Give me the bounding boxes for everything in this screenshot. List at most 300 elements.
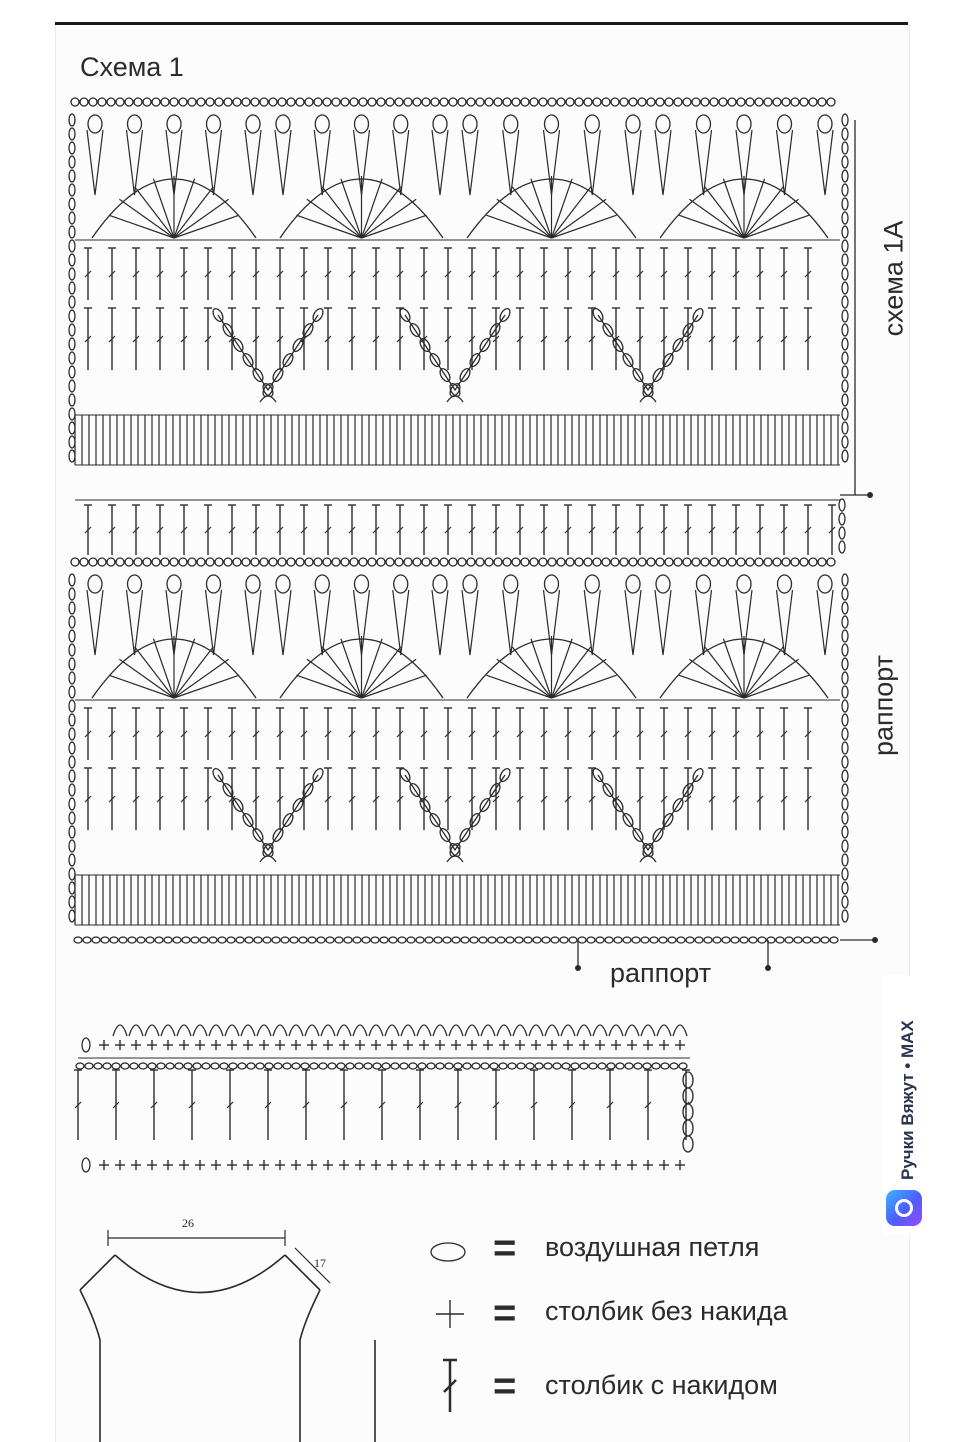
cluster-top xyxy=(626,575,640,593)
picot-mark xyxy=(116,98,124,106)
fan-ray xyxy=(744,187,783,238)
foundation-chain-mark xyxy=(83,937,91,943)
turning-chain-mark xyxy=(842,310,848,322)
cluster-mark xyxy=(503,130,519,195)
chain-stitch-mark xyxy=(82,1158,90,1172)
turning-chain-mark xyxy=(69,226,75,238)
cluster-top xyxy=(276,115,290,133)
picot-mark xyxy=(701,558,709,566)
legend-single-crochet-text: столбик без накида xyxy=(545,1296,788,1326)
turning-chain-mark xyxy=(69,184,75,196)
turning-chain-mark xyxy=(842,282,848,294)
turning-chain-mark xyxy=(842,450,848,462)
cluster-mark xyxy=(393,130,409,195)
picot-mark xyxy=(557,558,565,566)
turning-chain-mark xyxy=(842,588,848,600)
fan-ray xyxy=(307,659,362,698)
foundation-chain-mark xyxy=(596,937,604,943)
picot-mark xyxy=(269,98,277,106)
chain-stitch-mark xyxy=(400,1063,408,1069)
picot-mark xyxy=(584,98,592,106)
foundation-chain-mark xyxy=(605,937,613,943)
turning-chain-mark xyxy=(69,616,75,628)
picot-mark xyxy=(206,98,214,106)
turning-chain-mark xyxy=(69,114,75,126)
picot-arch xyxy=(497,1025,511,1036)
cluster-top xyxy=(128,115,142,133)
foundation-chain-mark xyxy=(668,937,676,943)
foundation-chain-mark xyxy=(551,937,559,943)
fan-ray xyxy=(552,647,591,698)
cluster-top xyxy=(355,575,369,593)
picot-mark xyxy=(152,98,160,106)
picot-mark xyxy=(818,558,826,566)
foundation-chain-mark xyxy=(542,937,550,943)
picot-mark xyxy=(350,558,358,566)
picot-mark xyxy=(404,98,412,106)
picot-mark xyxy=(422,558,430,566)
fan-ray xyxy=(362,675,427,698)
cluster-top xyxy=(207,115,221,133)
fan-ray xyxy=(552,215,617,238)
marker-dot xyxy=(872,937,878,943)
foundation-chain-mark xyxy=(119,937,127,943)
fan-ray xyxy=(744,639,765,698)
chain-stitch-mark xyxy=(247,1063,255,1069)
turning-chain-mark xyxy=(842,658,848,670)
picot-mark xyxy=(89,98,97,106)
turning-chain-mark xyxy=(842,728,848,740)
chain-stitch-mark xyxy=(670,1063,678,1069)
turning-chain-mark xyxy=(842,324,848,336)
picot-mark xyxy=(791,558,799,566)
picot-arch xyxy=(113,1025,127,1036)
turning-chain-mark xyxy=(69,310,75,322)
turning-chain-mark xyxy=(842,184,848,196)
cluster-mark xyxy=(462,590,478,655)
turning-chain-mark xyxy=(842,366,848,378)
picot-mark xyxy=(215,558,223,566)
cluster-top xyxy=(355,115,369,133)
schema-1a-label: схема 1А xyxy=(878,220,909,337)
turning-chain-mark xyxy=(69,840,75,852)
picot-mark xyxy=(80,98,88,106)
chain-stitch-mark xyxy=(355,1063,363,1069)
cluster-top xyxy=(246,115,260,133)
fan-ray xyxy=(322,187,361,238)
foundation-chain-mark xyxy=(173,937,181,943)
cluster-top xyxy=(207,575,221,593)
picot-mark xyxy=(467,558,475,566)
cluster-top xyxy=(88,115,102,133)
picot-arch xyxy=(481,1025,495,1036)
picot-mark xyxy=(323,98,331,106)
cluster-top xyxy=(276,575,290,593)
chain-stitch-mark xyxy=(634,1063,642,1069)
picot-mark xyxy=(629,558,637,566)
fan-ray xyxy=(174,215,239,238)
measure-top: 26 xyxy=(182,1216,194,1230)
fan-ray xyxy=(486,215,551,238)
fan-ray xyxy=(552,199,607,238)
picot-arch xyxy=(577,1025,591,1036)
picot-mark xyxy=(494,558,502,566)
fan-ray xyxy=(135,647,174,698)
turning-chain-mark xyxy=(69,602,75,614)
picot-mark xyxy=(440,558,448,566)
fan-ray xyxy=(362,659,417,698)
marker-dot xyxy=(765,965,771,971)
fan-ray xyxy=(744,179,765,238)
v-chain xyxy=(405,775,505,850)
turning-chain-mark xyxy=(69,658,75,670)
fan-ray xyxy=(341,179,362,238)
turning-chain-mark xyxy=(69,268,75,280)
armhole-line xyxy=(300,1290,320,1442)
picot-mark xyxy=(638,98,646,106)
picot-mark xyxy=(449,558,457,566)
chain-stitch-mark xyxy=(427,1063,435,1069)
fan-ray xyxy=(153,639,174,698)
chart-edging xyxy=(74,1025,693,1172)
turning-chain-mark xyxy=(69,868,75,880)
foundation-chain-mark xyxy=(182,937,190,943)
picot-mark xyxy=(170,558,178,566)
marker-dot xyxy=(575,965,581,971)
picot-mark xyxy=(80,558,88,566)
picot-arch xyxy=(337,1025,351,1036)
picot-mark xyxy=(170,98,178,106)
picot-arch xyxy=(385,1025,399,1036)
turning-chain-mark xyxy=(842,602,848,614)
chain-stitch-mark xyxy=(598,1063,606,1069)
turning-chain-mark xyxy=(842,630,848,642)
picot-mark xyxy=(71,558,79,566)
turning-chain-mark xyxy=(69,826,75,838)
cluster-top xyxy=(737,575,751,593)
turning-chain-mark xyxy=(69,240,75,252)
picot-mark xyxy=(566,558,574,566)
picot-mark xyxy=(476,558,484,566)
cluster-mark xyxy=(777,130,793,195)
chain-stitch-mark xyxy=(82,1038,90,1052)
fan-ray xyxy=(174,199,229,238)
cluster-top xyxy=(585,575,599,593)
cluster-top xyxy=(504,575,518,593)
cluster-mark xyxy=(777,590,793,655)
chain-stitch-mark xyxy=(139,1063,147,1069)
chain-stitch-mark xyxy=(85,1063,93,1069)
chart-rapport xyxy=(69,558,878,971)
picot-mark xyxy=(746,98,754,106)
picot-mark xyxy=(161,558,169,566)
foundation-chain-mark xyxy=(407,937,415,943)
picot-mark xyxy=(755,98,763,106)
measure-shoulder: 17 xyxy=(314,1256,326,1270)
picot-mark xyxy=(197,558,205,566)
legend-chain-stitch-text: воздушная петля xyxy=(545,1232,760,1262)
fan-ray xyxy=(174,675,239,698)
cluster-mark xyxy=(696,130,712,195)
turning-chain-mark xyxy=(683,1136,693,1152)
cluster-mark xyxy=(462,130,478,195)
turning-chain-mark xyxy=(69,798,75,810)
picot-mark xyxy=(323,558,331,566)
picot-mark xyxy=(431,558,439,566)
picot-mark xyxy=(620,558,628,566)
picot-mark xyxy=(773,98,781,106)
picot-mark xyxy=(521,558,529,566)
turning-chain-mark xyxy=(842,114,848,126)
picot-mark xyxy=(143,558,151,566)
picot-mark xyxy=(179,558,187,566)
foundation-chain-mark xyxy=(641,937,649,943)
fan-ray xyxy=(744,659,799,698)
foundation-chain-mark xyxy=(677,937,685,943)
picot-mark xyxy=(656,98,664,106)
picot-mark xyxy=(584,558,592,566)
turning-chain-mark xyxy=(842,422,848,434)
turning-chain-mark xyxy=(842,644,848,656)
picot-arch xyxy=(161,1025,175,1036)
turning-chain-mark xyxy=(69,700,75,712)
foundation-chain-mark xyxy=(137,937,145,943)
foundation-chain-mark xyxy=(155,937,163,943)
cluster-top xyxy=(504,115,518,133)
chain-stitch-mark xyxy=(220,1063,228,1069)
picot-mark xyxy=(422,98,430,106)
picot-mark xyxy=(71,98,79,106)
picot-mark xyxy=(827,558,835,566)
turning-chain-mark xyxy=(69,896,75,908)
chain-stitch-mark xyxy=(238,1063,246,1069)
foundation-chain-mark xyxy=(749,937,757,943)
foundation-chain-mark xyxy=(695,937,703,943)
cluster-mark xyxy=(817,130,833,195)
chain-stitch-mark xyxy=(463,1063,471,1069)
cluster-mark xyxy=(393,590,409,655)
foundation-chain-mark xyxy=(326,937,334,943)
picot-mark xyxy=(773,558,781,566)
turning-chain-mark xyxy=(842,798,848,810)
foundation-chain-mark xyxy=(416,937,424,943)
turning-chain-mark xyxy=(842,142,848,154)
cluster-top xyxy=(585,115,599,133)
picot-mark xyxy=(602,558,610,566)
fan-ray xyxy=(109,215,174,238)
chain-stitch-mark xyxy=(481,1063,489,1069)
picot-mark xyxy=(386,98,394,106)
fan-ray xyxy=(723,179,744,238)
foundation-chain-mark xyxy=(308,937,316,943)
watermark-text: Ручки Вяжут • MAX xyxy=(898,1020,917,1180)
picot-arch xyxy=(257,1025,271,1036)
cluster-mark xyxy=(696,590,712,655)
legend-equals: = xyxy=(493,1226,517,1270)
picot-mark xyxy=(782,98,790,106)
turning-chain-mark xyxy=(69,212,75,224)
foundation-chain-mark xyxy=(344,937,352,943)
picot-mark xyxy=(359,98,367,106)
picot-mark xyxy=(260,558,268,566)
fan-ray xyxy=(552,187,591,238)
picot-mark xyxy=(719,558,727,566)
legend-symbols xyxy=(431,1243,465,1412)
fan-ray xyxy=(174,187,213,238)
cluster-top xyxy=(818,575,832,593)
max-logo-icon[interactable] xyxy=(886,1190,922,1226)
picot-arch xyxy=(625,1025,639,1036)
foundation-chain-mark xyxy=(281,937,289,943)
picot-arch xyxy=(321,1025,335,1036)
turning-chain-mark xyxy=(69,296,75,308)
turning-chain-mark xyxy=(842,770,848,782)
turning-chain-mark xyxy=(69,770,75,782)
foundation-chain-mark xyxy=(731,937,739,943)
turning-chain-mark xyxy=(69,282,75,294)
picot-mark xyxy=(332,558,340,566)
picot-mark xyxy=(512,98,520,106)
fan-ray xyxy=(497,199,552,238)
foundation-chain-mark xyxy=(425,937,433,943)
chain-stitch-mark xyxy=(94,1063,102,1069)
foundation-chain-mark xyxy=(398,937,406,943)
picot-arch xyxy=(641,1025,655,1036)
picot-mark xyxy=(98,98,106,106)
chain-stitch-mark xyxy=(409,1063,417,1069)
picot-mark xyxy=(521,98,529,106)
picot-mark xyxy=(233,558,241,566)
picot-arch xyxy=(465,1025,479,1036)
picot-mark xyxy=(125,558,133,566)
fan-ray xyxy=(744,199,799,238)
picot-mark xyxy=(512,558,520,566)
picot-mark xyxy=(800,98,808,106)
chain-stitch-mark xyxy=(130,1063,138,1069)
fan-ray xyxy=(322,647,361,698)
foundation-chain-mark xyxy=(443,937,451,943)
fan-ray xyxy=(135,187,174,238)
chain-stitch-mark xyxy=(661,1063,669,1069)
picot-mark xyxy=(818,98,826,106)
picot-mark xyxy=(278,98,286,106)
turning-chain-mark xyxy=(69,574,75,586)
fan-ray xyxy=(174,639,195,698)
cluster-top xyxy=(697,575,711,593)
chain-stitch-mark xyxy=(553,1063,561,1069)
picot-mark xyxy=(341,558,349,566)
picot-mark xyxy=(575,558,583,566)
cluster-top xyxy=(463,115,477,133)
chain-stitch-mark xyxy=(652,1063,660,1069)
fan-ray xyxy=(744,647,783,698)
foundation-chain-mark xyxy=(686,937,694,943)
chain-stitch-mark xyxy=(274,1063,282,1069)
picot-mark xyxy=(674,558,682,566)
cluster-top xyxy=(463,575,477,593)
armhole-line xyxy=(80,1290,100,1442)
v-picot xyxy=(260,856,276,862)
cluster-top xyxy=(246,575,260,593)
picot-arch xyxy=(289,1025,303,1036)
foundation-chain-mark xyxy=(533,937,541,943)
chain-stitch-mark xyxy=(391,1063,399,1069)
turning-chain-mark xyxy=(839,541,845,553)
picot-mark xyxy=(701,98,709,106)
foundation-chain-mark xyxy=(380,937,388,943)
foundation-chain-mark xyxy=(209,937,217,943)
turning-chain-mark xyxy=(69,338,75,350)
picot-arch xyxy=(449,1025,463,1036)
cluster-top xyxy=(545,575,559,593)
v-chain xyxy=(218,775,318,850)
turning-chain-mark xyxy=(842,896,848,908)
legend-equals: = xyxy=(493,1364,517,1408)
fan-ray xyxy=(744,215,809,238)
picot-mark xyxy=(683,98,691,106)
picot-mark xyxy=(503,98,511,106)
fan-ray xyxy=(512,187,551,238)
fan-ray xyxy=(744,675,809,698)
picot-mark xyxy=(467,98,475,106)
turning-chain-mark xyxy=(683,1088,693,1104)
turning-chain-mark xyxy=(69,394,75,406)
cluster-top xyxy=(545,115,559,133)
cluster-top xyxy=(315,575,329,593)
turning-chain-mark xyxy=(842,756,848,768)
fan-ray xyxy=(119,659,174,698)
cluster-mark xyxy=(625,590,641,655)
fan-ray xyxy=(531,179,552,238)
fan-ray xyxy=(307,199,362,238)
picot-mark xyxy=(395,98,403,106)
turning-chain-mark xyxy=(842,226,848,238)
turning-chain-mark xyxy=(842,742,848,754)
foundation-chain-mark xyxy=(218,937,226,943)
turning-chain-mark xyxy=(69,254,75,266)
picot-mark xyxy=(107,98,115,106)
turning-chain-mark xyxy=(842,296,848,308)
foundation-chain-mark xyxy=(299,937,307,943)
chain-stitch-mark xyxy=(544,1063,552,1069)
cluster-mark xyxy=(275,590,291,655)
picot-mark xyxy=(539,558,547,566)
cluster-mark xyxy=(625,130,641,195)
rapport-horizontal-label: раппорт xyxy=(610,958,712,988)
fan-ray xyxy=(486,675,551,698)
turning-chain-mark xyxy=(69,588,75,600)
picot-mark xyxy=(458,98,466,106)
turning-chain-mark xyxy=(842,672,848,684)
chain-stitch-mark xyxy=(382,1063,390,1069)
v-picot xyxy=(447,396,463,402)
turning-chain-mark xyxy=(842,352,848,364)
turning-chain-mark xyxy=(69,352,75,364)
fan-ray xyxy=(296,215,361,238)
foundation-chain-mark xyxy=(803,937,811,943)
picot-mark xyxy=(332,98,340,106)
picot-mark xyxy=(737,98,745,106)
foundation-chain-mark xyxy=(704,937,712,943)
picot-mark xyxy=(269,558,277,566)
foundation-chain-mark xyxy=(587,937,595,943)
picot-arch xyxy=(353,1025,367,1036)
chain-stitch-mark xyxy=(679,1063,687,1069)
picot-mark xyxy=(530,558,538,566)
cluster-top xyxy=(737,115,751,133)
fan-ray xyxy=(705,647,744,698)
turning-chain-mark xyxy=(69,630,75,642)
